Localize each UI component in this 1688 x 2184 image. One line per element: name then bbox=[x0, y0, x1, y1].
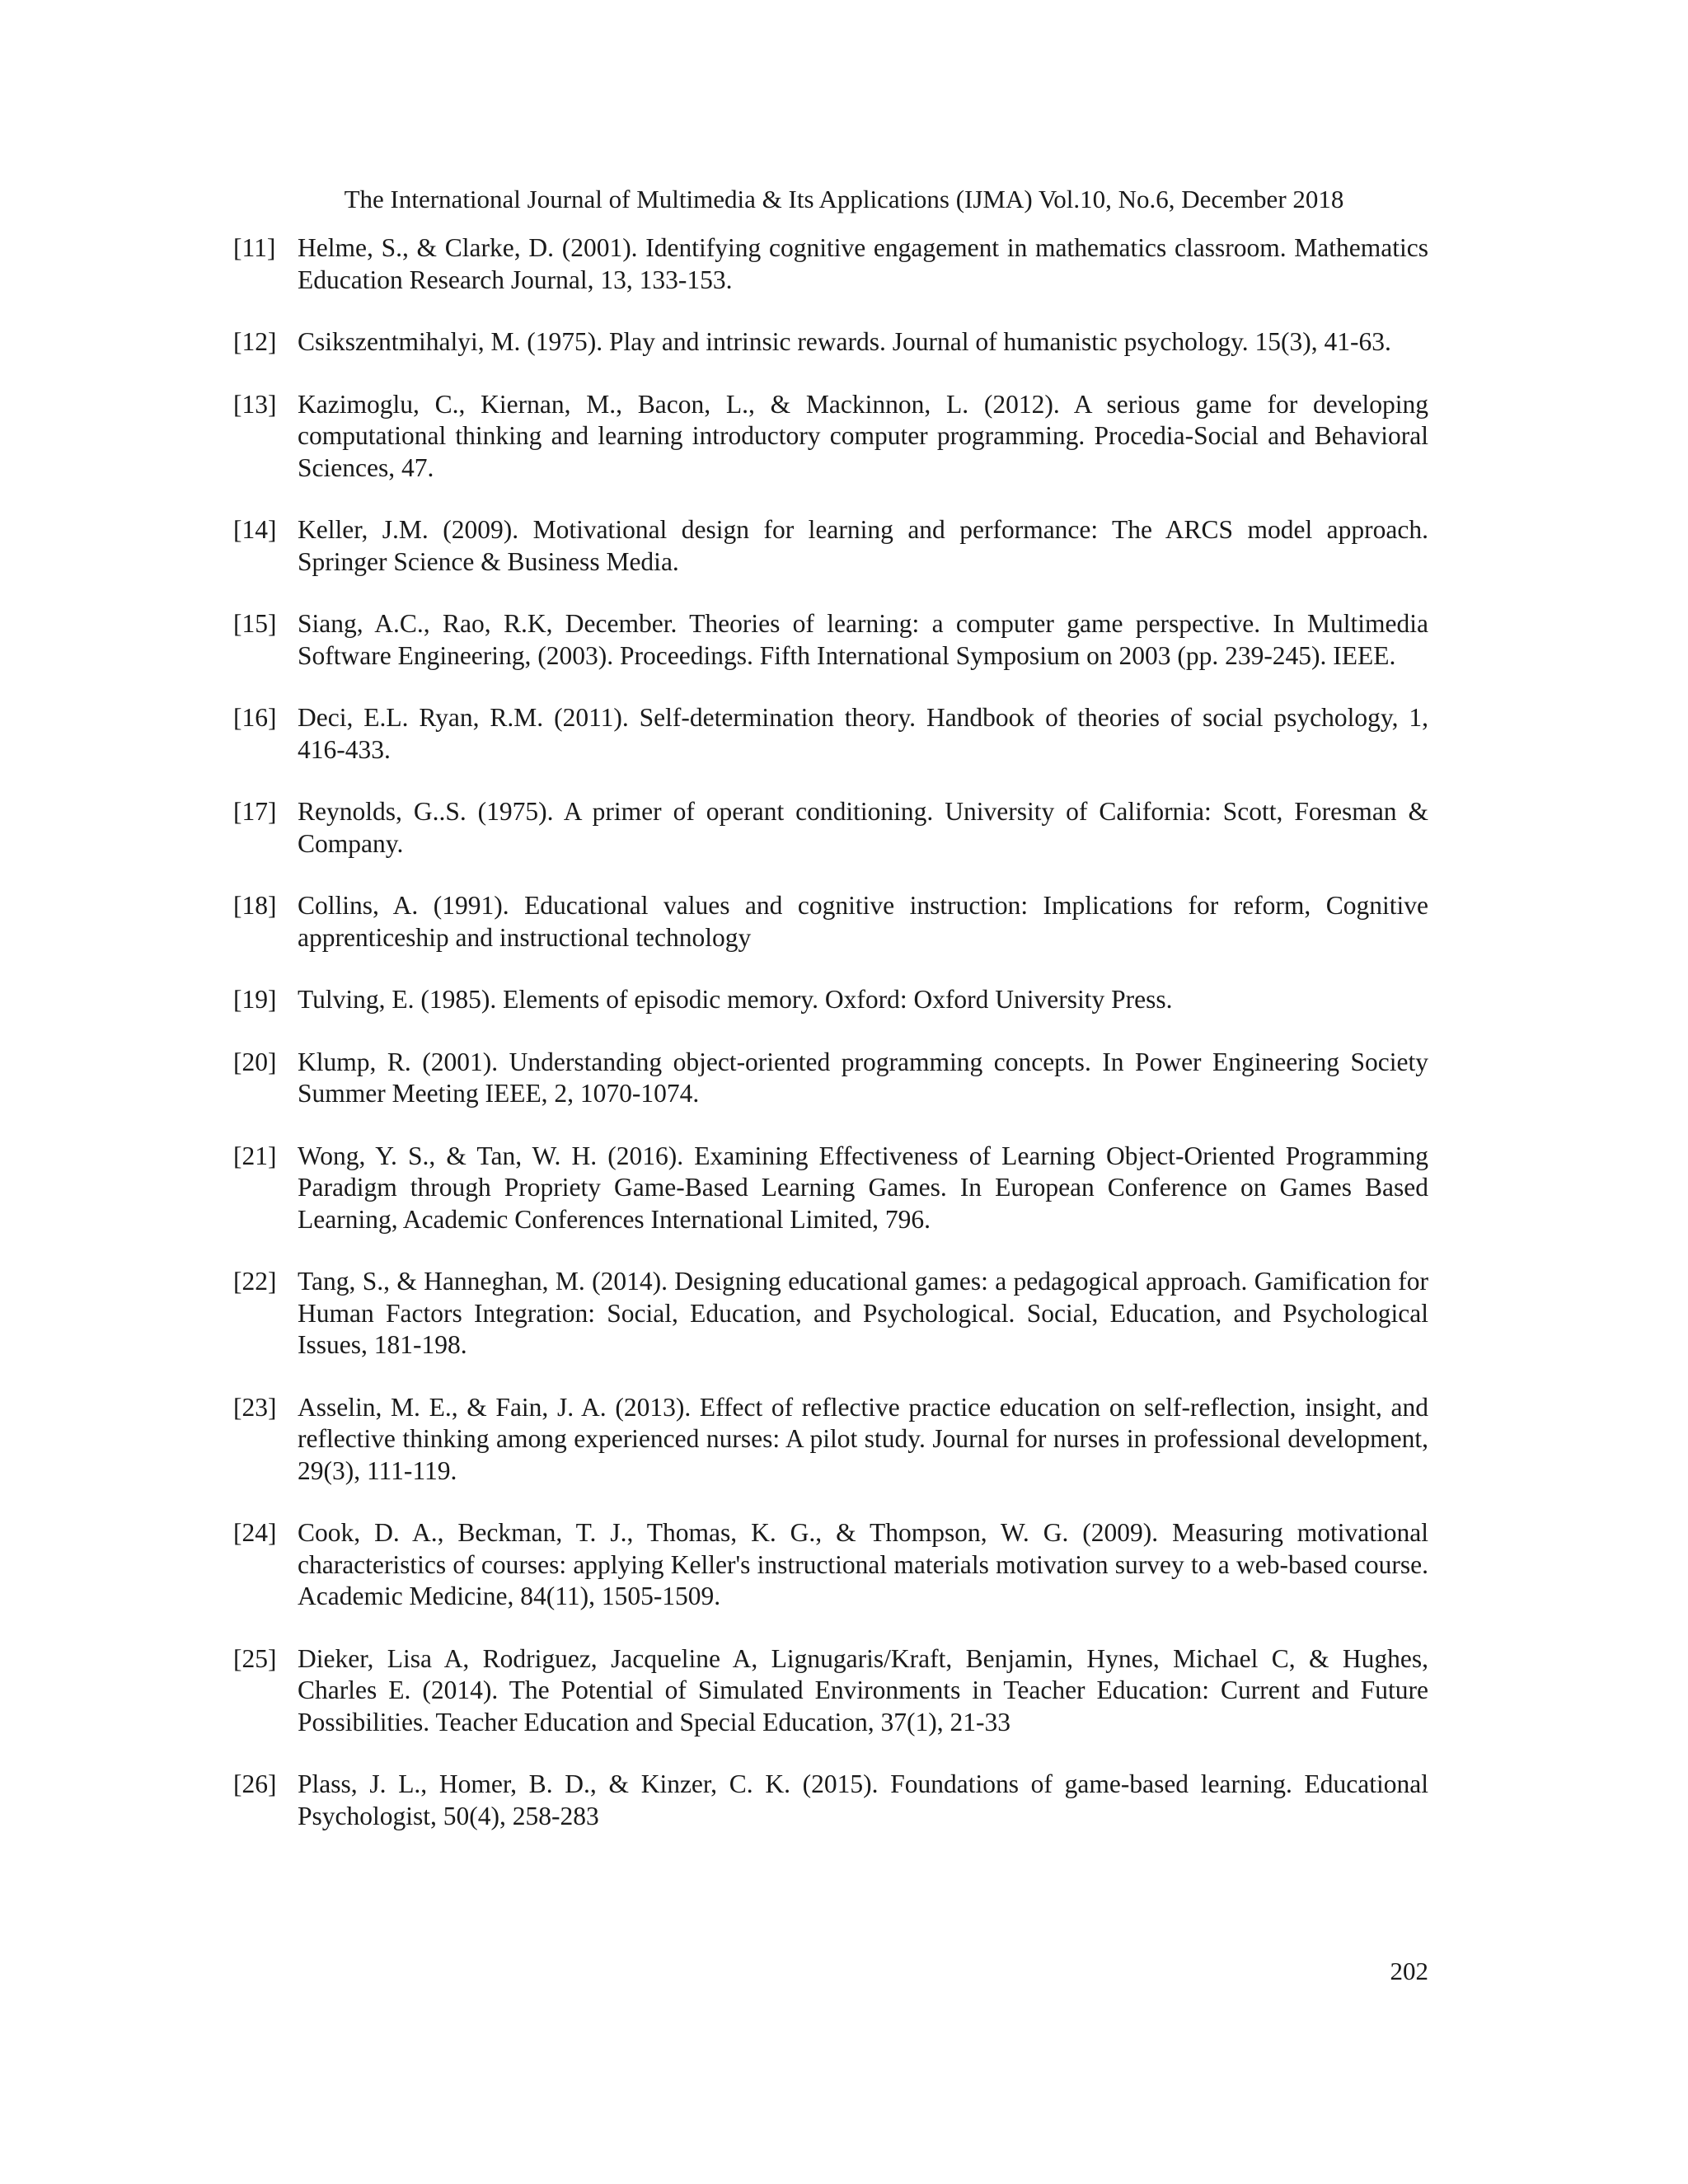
reference-item bbox=[233, 1266, 1428, 1361]
reference-text: Dieker, Lisa A, Rodriguez, Jacqueline A, Lignugaris/Kraft, Benjamin, Hynes, Michael C, & Hughes, Charles E. (2014). The Potential of Simulated Environments in Teacher Education: Current and Future Possibilities. Teacher Education and Special Education, 37(1), 21-33 bbox=[298, 1643, 1428, 1736]
reference-text: Klump, R. (2001). Understanding object-oriented programming concepts. In Power Engineering Society Summer Meeting IEEE, 2, 1070-1074. bbox=[298, 1047, 1428, 1108]
reference-item bbox=[233, 1141, 1428, 1236]
reference-text: Plass, J. L., Homer, B. D., & Kinzer, C. K. (2015). Foundations of game-based learning. Educational Psychologist, 50(4), 258-283 bbox=[298, 1769, 1428, 1830]
reference-text: Reynolds, G..S. (1975). A primer of operant conditioning. University of California: Scott, Foresman & Company. bbox=[298, 797, 1428, 858]
reference-item bbox=[233, 702, 1428, 766]
reference-text: Wong, Y. S., & Tan, W. H. (2016). Examining Effectiveness of Learning Object-Oriented Programming Paradigm through Propriety Game-Based Learning Games. In European Conference on Games Based Learning, Academic Conferences International Limited, 796. bbox=[298, 1141, 1428, 1234]
reference-number: [18] bbox=[233, 891, 277, 920]
reference-text: Keller, J.M. (2009). Motivational design for learning and performance: The ARCS model approach. Springer Science & Business Media. bbox=[298, 515, 1428, 576]
reference-number: [23] bbox=[233, 1392, 277, 1422]
reference-number: [22] bbox=[233, 1267, 277, 1296]
reference-text: Kazimoglu, C., Kiernan, M., Bacon, L., & Mackinnon, L. (2012). A serious game for developing computational thinking and learning introductory computer programming. Procedia-Social and Behavioral Sciences, 47. bbox=[298, 389, 1428, 482]
reference-item bbox=[233, 890, 1428, 954]
reference-item bbox=[233, 232, 1428, 296]
reference-number: [17] bbox=[233, 797, 277, 826]
reference-item bbox=[233, 984, 1428, 1016]
reference-number: [13] bbox=[233, 389, 277, 419]
reference-item bbox=[233, 1047, 1428, 1110]
reference-number: [25] bbox=[233, 1643, 277, 1673]
reference-item bbox=[233, 1643, 1428, 1739]
reference-number: [19] bbox=[233, 985, 277, 1014]
reference-number: [11] bbox=[233, 233, 276, 262]
reference-number: [12] bbox=[233, 327, 277, 356]
running-header: The International Journal of Multimedia & Its Applications (IJMA) Vol.10, No.6, December 2018 bbox=[344, 185, 1344, 213]
reference-text: Collins, A. (1991). Educational values and cognitive instruction: Implications for reform, Cognitive apprenticeship and instructional technology bbox=[298, 891, 1428, 952]
reference-text: Tang, S., & Hanneghan, M. (2014). Designing educational games: a pedagogical approach. Gamification for Human Factors Integration: Social, Education, and Psychological. Social, Education, and Psychological Issues, 181-198. bbox=[298, 1267, 1428, 1359]
reference-item bbox=[233, 514, 1428, 578]
reference-number: [20] bbox=[233, 1047, 277, 1076]
reference-text: Csikszentmihalyi, M. (1975). Play and intrinsic rewards. Journal of humanistic psychology. 15(3), 41-63. bbox=[298, 327, 1391, 356]
reference-number: [15] bbox=[233, 609, 277, 638]
reference-text: Helme, S., & Clarke, D. (2001). Identifying cognitive engagement in mathematics classroom. Mathematics Education Research Journal, 13, 133-153. bbox=[298, 233, 1428, 294]
reference-number: [14] bbox=[233, 515, 277, 544]
reference-number: [16] bbox=[233, 703, 277, 732]
reference-number: [26] bbox=[233, 1769, 277, 1798]
reference-item bbox=[233, 608, 1428, 672]
reference-item bbox=[233, 1517, 1428, 1613]
reference-item bbox=[233, 796, 1428, 860]
reference-text: Deci, E.L. Ryan, R.M. (2011). Self-determination theory. Handbook of theories of social psychology, 1, 416-433. bbox=[298, 703, 1428, 764]
reference-item bbox=[233, 1769, 1428, 1832]
reference-item bbox=[233, 389, 1428, 485]
reference-number: [24] bbox=[233, 1518, 277, 1547]
reference-item bbox=[233, 326, 1428, 359]
reference-text: Asselin, M. E., & Fain, J. A. (2013). Effect of reflective practice education on self-reflection, insight, and reflective thinking among experienced nurses: A pilot study. Journal for nurses in professional development, 29(3), 111-119. bbox=[298, 1392, 1428, 1485]
reference-text: Cook, D. A., Beckman, T. J., Thomas, K. G., & Thompson, W. G. (2009). Measuring motivational characteristics of courses: applying Keller's instructional materials motivation survey to a web-based course. Academic Medicine, 84(11), 1505-1509. bbox=[298, 1518, 1428, 1610]
page-number: 202 bbox=[1390, 1957, 1428, 1985]
reference-text: Tulving, E. (1985). Elements of episodic memory. Oxford: Oxford University Press. bbox=[298, 985, 1173, 1014]
reference-list bbox=[233, 232, 1428, 1863]
reference-item bbox=[233, 1392, 1428, 1488]
reference-number: [21] bbox=[233, 1141, 277, 1170]
reference-text: Siang, A.C., Rao, R.K, December. Theories of learning: a computer game perspective. In Multimedia Software Engineering, (2003). Proceedings. Fifth International Symposium on 2003 (pp. 239-245). IEEE. bbox=[298, 609, 1428, 670]
